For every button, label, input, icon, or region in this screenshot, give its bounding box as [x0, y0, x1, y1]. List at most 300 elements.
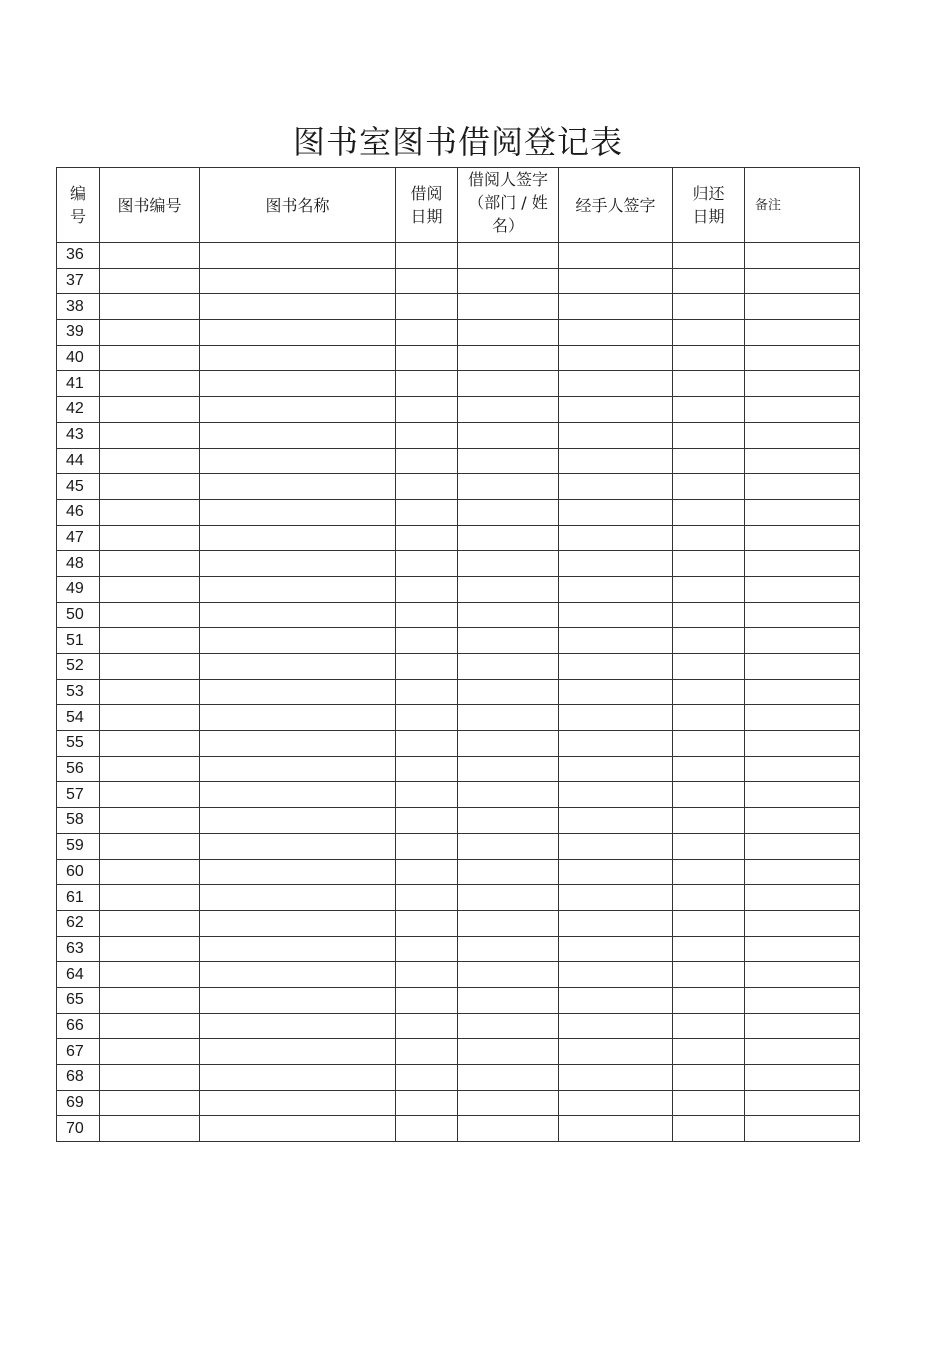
borrow-date-cell[interactable] — [396, 474, 458, 500]
handler-sign-cell[interactable] — [559, 1039, 673, 1065]
table-row — [57, 448, 860, 474]
table-row — [57, 1090, 860, 1116]
book-name-cell[interactable] — [200, 705, 396, 731]
row-number: 44 — [57, 448, 100, 474]
borrower-sign-cell[interactable] — [458, 1039, 559, 1065]
return-date-cell[interactable] — [673, 705, 745, 731]
return-date-cell[interactable] — [673, 525, 745, 551]
borrow-date-cell[interactable] — [396, 243, 458, 269]
book-name-cell[interactable] — [200, 782, 396, 808]
row-number: 55 — [57, 731, 100, 757]
book-code-cell[interactable] — [100, 936, 200, 962]
row-number: 49 — [57, 576, 100, 602]
remarks-cell[interactable] — [745, 782, 860, 808]
borrower-sign-cell[interactable] — [458, 448, 559, 474]
borrow-date-cell[interactable] — [396, 397, 458, 423]
handler-sign-cell[interactable] — [559, 885, 673, 911]
book-code-cell[interactable] — [100, 1116, 200, 1142]
row-number: 41 — [57, 371, 100, 397]
book-code-cell[interactable] — [100, 474, 200, 500]
return-date-cell[interactable] — [673, 1013, 745, 1039]
book-name-cell[interactable] — [200, 422, 396, 448]
book-name-cell[interactable] — [200, 756, 396, 782]
borrow-date-cell[interactable] — [396, 1065, 458, 1091]
return-date-cell[interactable] — [673, 1039, 745, 1065]
borrow-date-cell[interactable] — [396, 422, 458, 448]
book-code-cell[interactable] — [100, 422, 200, 448]
remarks-cell[interactable] — [745, 936, 860, 962]
table-row — [57, 910, 860, 936]
book-name-cell[interactable] — [200, 1013, 396, 1039]
book-code-cell[interactable] — [100, 268, 200, 294]
book-name-cell[interactable] — [200, 1039, 396, 1065]
borrower-sign-cell[interactable] — [458, 833, 559, 859]
remarks-cell[interactable] — [745, 294, 860, 320]
row-number: 48 — [57, 551, 100, 577]
remarks-cell[interactable] — [745, 422, 860, 448]
return-date-cell[interactable] — [673, 782, 745, 808]
book-code-cell[interactable] — [100, 628, 200, 654]
borrower-sign-cell[interactable] — [458, 654, 559, 680]
borrower-sign-cell[interactable] — [458, 679, 559, 705]
book-name-cell[interactable] — [200, 243, 396, 269]
handler-sign-cell[interactable] — [559, 474, 673, 500]
book-name-cell[interactable] — [200, 1090, 396, 1116]
borrower-sign-cell[interactable] — [458, 628, 559, 654]
handler-sign-cell[interactable] — [559, 397, 673, 423]
remarks-cell[interactable] — [745, 808, 860, 834]
borrow-date-cell[interactable] — [396, 499, 458, 525]
remarks-cell[interactable] — [745, 602, 860, 628]
borrower-sign-cell[interactable] — [458, 1090, 559, 1116]
book-code-cell[interactable] — [100, 987, 200, 1013]
row-number: 56 — [57, 756, 100, 782]
table-row — [57, 551, 860, 577]
book-code-cell[interactable] — [100, 885, 200, 911]
borrower-sign-cell[interactable] — [458, 808, 559, 834]
book-code-cell[interactable] — [100, 962, 200, 988]
handler-sign-cell[interactable] — [559, 268, 673, 294]
book-code-cell[interactable] — [100, 782, 200, 808]
row-number: 51 — [57, 628, 100, 654]
page-title: 图书室图书借阅登记表 — [292, 123, 623, 161]
remarks-cell[interactable] — [745, 731, 860, 757]
book-name-cell[interactable] — [200, 885, 396, 911]
remarks-cell[interactable] — [745, 1013, 860, 1039]
handler-sign-cell[interactable] — [559, 756, 673, 782]
handler-sign-cell[interactable] — [559, 243, 673, 269]
return-date-cell[interactable] — [673, 345, 745, 371]
borrow-date-cell[interactable] — [396, 525, 458, 551]
table-row — [57, 808, 860, 834]
row-number: 59 — [57, 833, 100, 859]
book-name-cell[interactable] — [200, 1116, 396, 1142]
book-code-cell[interactable] — [100, 397, 200, 423]
handler-sign-cell[interactable] — [559, 962, 673, 988]
book-name-cell[interactable] — [200, 808, 396, 834]
remarks-cell[interactable] — [745, 551, 860, 577]
handler-sign-cell[interactable] — [559, 551, 673, 577]
handler-sign-cell[interactable] — [559, 320, 673, 346]
borrow-date-cell[interactable] — [396, 987, 458, 1013]
book-name-cell[interactable] — [200, 833, 396, 859]
table-row — [57, 499, 860, 525]
remarks-cell[interactable] — [745, 1116, 860, 1142]
borrower-sign-cell[interactable] — [458, 756, 559, 782]
borrow-date-cell[interactable] — [396, 1013, 458, 1039]
borrow-date-cell[interactable] — [396, 756, 458, 782]
borrower-sign-cell[interactable] — [458, 859, 559, 885]
borrow-date-cell[interactable] — [396, 1116, 458, 1142]
return-date-cell[interactable] — [673, 910, 745, 936]
book-code-cell[interactable] — [100, 833, 200, 859]
return-date-cell[interactable] — [673, 936, 745, 962]
handler-sign-cell[interactable] — [559, 499, 673, 525]
book-code-cell[interactable] — [100, 910, 200, 936]
remarks-cell[interactable] — [745, 1039, 860, 1065]
return-date-cell[interactable] — [673, 962, 745, 988]
book-name-cell[interactable] — [200, 499, 396, 525]
register-body — [57, 243, 860, 1142]
return-date-cell[interactable] — [673, 731, 745, 757]
remarks-cell[interactable] — [745, 654, 860, 680]
borrower-sign-cell[interactable] — [458, 320, 559, 346]
table-row — [57, 576, 860, 602]
col-header-book-name: 图书名称 — [200, 168, 396, 243]
row-number: 61 — [57, 885, 100, 911]
book-code-cell[interactable] — [100, 576, 200, 602]
return-date-cell[interactable] — [673, 243, 745, 269]
remarks-cell[interactable] — [745, 243, 860, 269]
return-date-cell[interactable] — [673, 756, 745, 782]
return-date-cell[interactable] — [673, 602, 745, 628]
borrower-sign-cell[interactable] — [458, 397, 559, 423]
book-code-cell[interactable] — [100, 243, 200, 269]
remarks-cell[interactable] — [745, 885, 860, 911]
remarks-cell[interactable] — [745, 268, 860, 294]
handler-sign-cell[interactable] — [559, 782, 673, 808]
remarks-cell[interactable] — [745, 576, 860, 602]
return-date-cell[interactable] — [673, 628, 745, 654]
return-date-cell[interactable] — [673, 371, 745, 397]
book-code-cell[interactable] — [100, 756, 200, 782]
book-code-cell[interactable] — [100, 1090, 200, 1116]
book-name-cell[interactable] — [200, 294, 396, 320]
remarks-cell[interactable] — [745, 371, 860, 397]
book-code-cell[interactable] — [100, 320, 200, 346]
borrower-sign-cell[interactable] — [458, 345, 559, 371]
book-code-cell[interactable] — [100, 679, 200, 705]
book-name-cell[interactable] — [200, 268, 396, 294]
remarks-cell[interactable] — [745, 705, 860, 731]
borrower-sign-cell[interactable] — [458, 987, 559, 1013]
table-row — [57, 1116, 860, 1142]
handler-sign-cell[interactable] — [559, 705, 673, 731]
borrow-date-cell[interactable] — [396, 679, 458, 705]
remarks-cell[interactable] — [745, 525, 860, 551]
borrower-sign-cell[interactable] — [458, 936, 559, 962]
borrower-sign-cell[interactable] — [458, 910, 559, 936]
book-code-cell[interactable] — [100, 371, 200, 397]
book-name-cell[interactable] — [200, 397, 396, 423]
borrow-date-cell[interactable] — [396, 1039, 458, 1065]
book-name-cell[interactable] — [200, 320, 396, 346]
book-name-cell[interactable] — [200, 987, 396, 1013]
row-number: 63 — [57, 936, 100, 962]
table-row — [57, 602, 860, 628]
remarks-cell[interactable] — [745, 1090, 860, 1116]
borrower-sign-cell[interactable] — [458, 371, 559, 397]
book-name-cell[interactable] — [200, 628, 396, 654]
borrower-sign-cell[interactable] — [458, 885, 559, 911]
book-code-cell[interactable] — [100, 731, 200, 757]
book-name-cell[interactable] — [200, 731, 396, 757]
handler-sign-cell[interactable] — [559, 936, 673, 962]
remarks-cell[interactable] — [745, 448, 860, 474]
borrow-date-cell[interactable] — [396, 448, 458, 474]
row-number: 70 — [57, 1116, 100, 1142]
remarks-cell[interactable] — [745, 320, 860, 346]
remarks-cell[interactable] — [745, 345, 860, 371]
table-row — [57, 345, 860, 371]
remarks-cell[interactable] — [745, 474, 860, 500]
col-header-number — [57, 168, 100, 243]
borrow-register-table — [56, 167, 860, 1142]
borrower-sign-cell[interactable] — [458, 1065, 559, 1091]
row-number: 66 — [57, 1013, 100, 1039]
return-date-cell[interactable] — [673, 320, 745, 346]
handler-sign-cell[interactable] — [559, 1090, 673, 1116]
borrow-date-cell[interactable] — [396, 936, 458, 962]
borrower-sign-cell[interactable] — [458, 576, 559, 602]
borrower-sign-cell[interactable] — [458, 1116, 559, 1142]
book-name-cell[interactable] — [200, 602, 396, 628]
return-date-cell[interactable] — [673, 576, 745, 602]
book-name-cell[interactable] — [200, 474, 396, 500]
remarks-cell[interactable] — [745, 397, 860, 423]
borrow-date-cell[interactable] — [396, 551, 458, 577]
remarks-cell[interactable] — [745, 987, 860, 1013]
handler-sign-cell[interactable] — [559, 654, 673, 680]
book-name-cell[interactable] — [200, 936, 396, 962]
return-date-cell[interactable] — [673, 474, 745, 500]
table-row — [57, 294, 860, 320]
borrower-sign-cell[interactable] — [458, 422, 559, 448]
book-code-cell[interactable] — [100, 499, 200, 525]
return-date-cell[interactable] — [673, 808, 745, 834]
handler-sign-cell[interactable] — [559, 422, 673, 448]
borrower-sign-cell[interactable] — [458, 499, 559, 525]
book-name-cell[interactable] — [200, 345, 396, 371]
book-code-cell[interactable] — [100, 345, 200, 371]
table-row — [57, 962, 860, 988]
return-date-cell[interactable] — [673, 448, 745, 474]
borrow-date-cell[interactable] — [396, 654, 458, 680]
remarks-cell[interactable] — [745, 833, 860, 859]
book-code-cell[interactable] — [100, 448, 200, 474]
col-header-borrow-date-line1: 借阅 — [410, 184, 443, 203]
book-name-cell[interactable] — [200, 576, 396, 602]
handler-sign-cell[interactable] — [559, 1013, 673, 1039]
return-date-cell[interactable] — [673, 499, 745, 525]
col-header-remarks: 备注 — [745, 168, 860, 243]
row-number: 39 — [57, 320, 100, 346]
borrower-sign-cell[interactable] — [458, 602, 559, 628]
handler-sign-cell[interactable] — [559, 628, 673, 654]
book-code-cell[interactable] — [100, 1065, 200, 1091]
remarks-cell[interactable] — [745, 859, 860, 885]
book-name-cell[interactable] — [200, 525, 396, 551]
handler-sign-cell[interactable] — [559, 1065, 673, 1091]
table-row — [57, 1065, 860, 1091]
return-date-cell[interactable] — [673, 422, 745, 448]
table-row — [57, 1039, 860, 1065]
borrow-date-cell[interactable] — [396, 602, 458, 628]
table-row — [57, 654, 860, 680]
handler-sign-cell[interactable] — [559, 833, 673, 859]
table-row — [57, 756, 860, 782]
book-code-cell[interactable] — [100, 551, 200, 577]
return-date-cell[interactable] — [673, 859, 745, 885]
borrow-date-cell[interactable] — [396, 294, 458, 320]
borrow-date-cell[interactable] — [396, 910, 458, 936]
handler-sign-cell[interactable] — [559, 731, 673, 757]
borrower-sign-cell[interactable] — [458, 268, 559, 294]
book-name-cell[interactable] — [200, 371, 396, 397]
borrower-sign-cell[interactable] — [458, 782, 559, 808]
book-code-cell[interactable] — [100, 1013, 200, 1039]
remarks-cell[interactable] — [745, 679, 860, 705]
col-header-borrower-sign-line3: 名） — [491, 215, 524, 235]
handler-sign-cell[interactable] — [559, 859, 673, 885]
return-date-cell[interactable] — [673, 1065, 745, 1091]
borrow-date-cell[interactable] — [396, 371, 458, 397]
table-row — [57, 705, 860, 731]
borrow-date-cell[interactable] — [396, 782, 458, 808]
borrow-date-cell[interactable] — [396, 1090, 458, 1116]
book-name-cell[interactable] — [200, 859, 396, 885]
return-date-cell[interactable] — [673, 1116, 745, 1142]
borrow-date-cell[interactable] — [396, 962, 458, 988]
return-date-cell[interactable] — [673, 833, 745, 859]
handler-sign-cell[interactable] — [559, 987, 673, 1013]
row-number: 64 — [57, 962, 100, 988]
return-date-cell[interactable] — [673, 268, 745, 294]
table-row — [57, 371, 860, 397]
table-row — [57, 936, 860, 962]
borrower-sign-cell[interactable] — [458, 962, 559, 988]
return-date-cell[interactable] — [673, 397, 745, 423]
remarks-cell[interactable] — [745, 962, 860, 988]
handler-sign-cell[interactable] — [559, 808, 673, 834]
row-number: 68 — [57, 1065, 100, 1091]
remarks-cell[interactable] — [745, 910, 860, 936]
borrow-date-cell[interactable] — [396, 345, 458, 371]
borrower-sign-cell[interactable] — [458, 731, 559, 757]
borrow-date-cell[interactable] — [396, 731, 458, 757]
book-name-cell[interactable] — [200, 654, 396, 680]
return-date-cell[interactable] — [673, 1090, 745, 1116]
handler-sign-cell[interactable] — [559, 679, 673, 705]
book-code-cell[interactable] — [100, 1039, 200, 1065]
book-name-cell[interactable] — [200, 910, 396, 936]
borrow-date-cell[interactable] — [396, 320, 458, 346]
row-number: 37 — [57, 268, 100, 294]
borrow-date-cell[interactable] — [396, 808, 458, 834]
borrow-date-cell[interactable] — [396, 885, 458, 911]
book-code-cell[interactable] — [100, 808, 200, 834]
remarks-cell[interactable] — [745, 1065, 860, 1091]
return-date-cell[interactable] — [673, 654, 745, 680]
book-code-cell[interactable] — [100, 859, 200, 885]
return-date-cell[interactable] — [673, 987, 745, 1013]
handler-sign-cell[interactable] — [559, 294, 673, 320]
return-date-cell[interactable] — [673, 294, 745, 320]
table-row — [57, 833, 860, 859]
book-name-cell[interactable] — [200, 551, 396, 577]
book-code-cell[interactable] — [100, 654, 200, 680]
handler-sign-cell[interactable] — [559, 345, 673, 371]
borrower-sign-cell[interactable] — [458, 1013, 559, 1039]
handler-sign-cell[interactable] — [559, 525, 673, 551]
borrow-date-cell[interactable] — [396, 705, 458, 731]
row-number: 43 — [57, 422, 100, 448]
borrow-date-cell[interactable] — [396, 268, 458, 294]
row-number: 60 — [57, 859, 100, 885]
borrower-sign-cell[interactable] — [458, 551, 559, 577]
borrower-sign-cell[interactable] — [458, 705, 559, 731]
handler-sign-cell[interactable] — [559, 576, 673, 602]
table-row — [57, 397, 860, 423]
col-header-borrower-sign-line1: 借阅人签字 — [467, 169, 548, 189]
handler-sign-cell[interactable] — [559, 448, 673, 474]
borrower-sign-cell[interactable] — [458, 525, 559, 551]
table-row — [57, 268, 860, 294]
borrow-date-cell[interactable] — [396, 833, 458, 859]
handler-sign-cell[interactable] — [559, 1116, 673, 1142]
book-code-cell[interactable] — [100, 602, 200, 628]
remarks-cell[interactable] — [745, 628, 860, 654]
col-header-return-date — [673, 168, 745, 243]
handler-sign-cell[interactable] — [559, 371, 673, 397]
book-name-cell[interactable] — [200, 679, 396, 705]
table-row — [57, 243, 860, 269]
row-number: 62 — [57, 910, 100, 936]
borrower-sign-cell[interactable] — [458, 243, 559, 269]
return-date-cell[interactable] — [673, 885, 745, 911]
borrow-date-cell[interactable] — [396, 859, 458, 885]
book-name-cell[interactable] — [200, 1065, 396, 1091]
remarks-cell[interactable] — [745, 756, 860, 782]
book-code-cell[interactable] — [100, 705, 200, 731]
borrower-sign-cell[interactable] — [458, 294, 559, 320]
handler-sign-cell[interactable] — [559, 910, 673, 936]
handler-sign-cell[interactable] — [559, 602, 673, 628]
table-row — [57, 782, 860, 808]
row-number: 57 — [57, 782, 100, 808]
book-code-cell[interactable] — [100, 525, 200, 551]
remarks-cell[interactable] — [745, 499, 860, 525]
book-name-cell[interactable] — [200, 448, 396, 474]
borrow-date-cell[interactable] — [396, 576, 458, 602]
borrow-date-cell[interactable] — [396, 628, 458, 654]
return-date-cell[interactable] — [673, 551, 745, 577]
book-name-cell[interactable] — [200, 962, 396, 988]
borrower-sign-cell[interactable] — [458, 474, 559, 500]
book-code-cell[interactable] — [100, 294, 200, 320]
return-date-cell[interactable] — [673, 679, 745, 705]
col-header-book-code: 图书编号 — [100, 168, 200, 243]
